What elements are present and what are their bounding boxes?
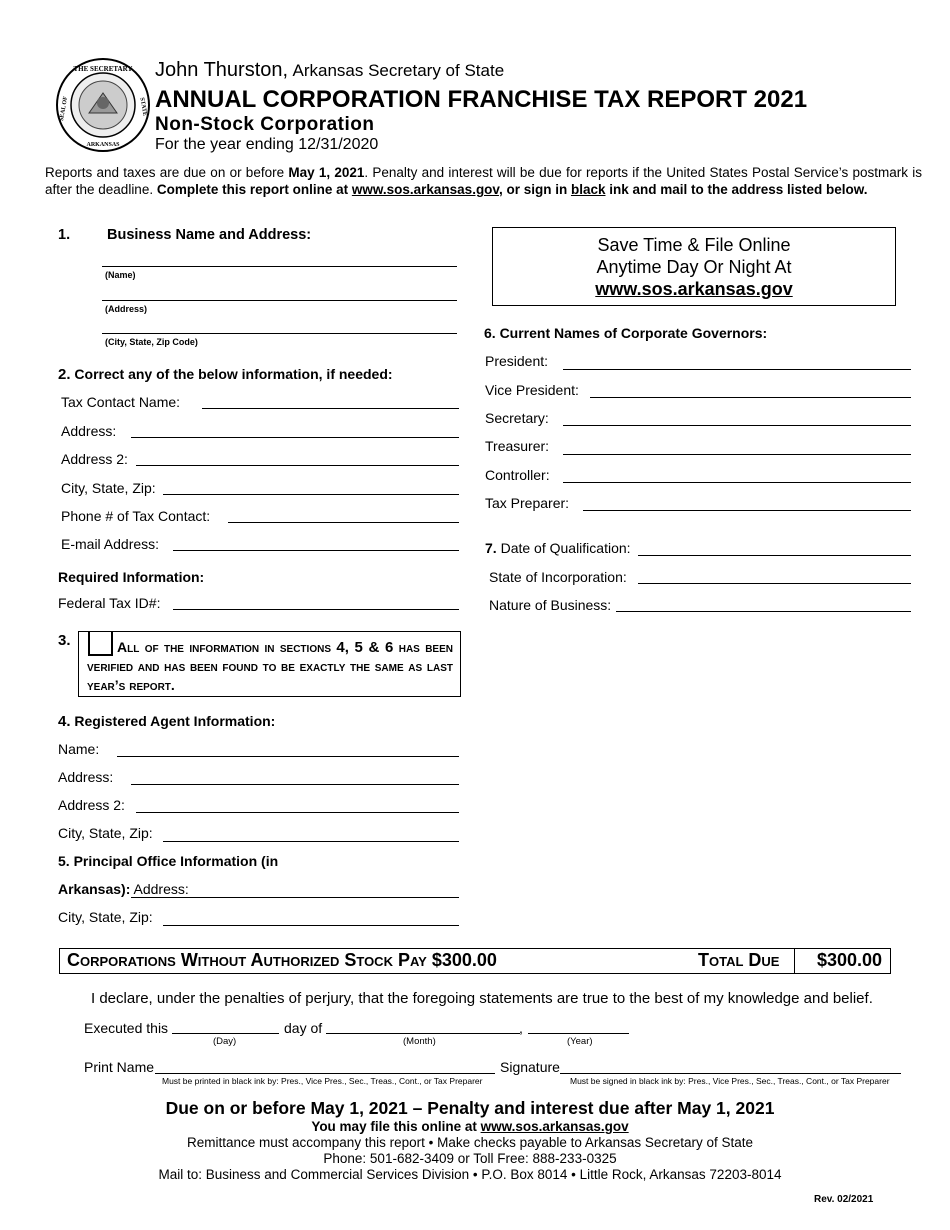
section2-title [58,366,393,383]
section5-title-b: Arkansas): [58,881,131,897]
name-caption: (Name) [105,270,136,280]
secretary-field[interactable] [563,425,911,426]
principal-address-field[interactable] [131,897,459,898]
intro-text-4: , or sign in [498,182,571,197]
city-label: City, State, Zip: [61,480,156,496]
intro-text-2: . Penalty and interest will be due for reports if the United States Postal Service’s postmark is after the deadline. [45,165,923,197]
nature-business-field[interactable] [616,611,911,612]
treasurer-label: Treasurer: [485,438,550,454]
required-info-label: Required Information: [58,569,205,585]
address2-field[interactable] [136,465,459,466]
intro-due-date: May 1, 2021 [288,165,365,180]
nature-business-label: Nature of Business: [489,597,612,613]
section4-number: 4. [58,713,71,730]
totals-label: Corporations Without Authorized Stock Pay $300.00 [67,950,497,970]
signature-field[interactable] [560,1073,901,1074]
tax-preparer-label: Tax Preparer: [485,495,570,511]
president-label: President: [485,353,549,369]
file-online-box [492,227,896,306]
intro-text-5: ink and mail to the address listed below. [605,182,868,197]
section4-title-text: Registered Agent Information: [74,713,276,729]
signature-label: Signature [500,1059,560,1075]
due-notice: Due on or before May 1, 2021 – Penalty and interest due after May 1, 2021 [165,1098,775,1118]
form-title: ANNUAL CORPORATION FRANCHISE TAX REPORT 2021 [155,86,808,113]
footer-link[interactable]: www.sos.arkansas.gov [480,1119,629,1134]
tax-preparer-field[interactable] [583,510,911,511]
email-field[interactable] [173,550,459,551]
comma: , [519,1020,523,1036]
date-qualification-label [485,540,631,556]
total-due-value: $300.00 [817,950,883,970]
intro-text-3: Complete this report online at [156,182,352,197]
promo-link[interactable] [493,279,895,300]
agent-city-field[interactable] [163,841,459,842]
signature-note: Must be signed in black ink by: Pres., Vice Pres., Sec., Treas., Cont., or Tax Preparer [570,1076,890,1086]
verification-text-b: has been verified and has been found to be exactly the same as last year’s report. [87,639,453,693]
month-caption: (Month) [403,1036,436,1047]
section2-title-text: Correct any of the below information, if needed: [74,366,393,382]
month-field[interactable] [326,1033,520,1034]
section6-title: 6. Current Names of Corporate Governors: [484,325,768,341]
city-caption: (City, State, Zip Code) [105,337,198,347]
date-qualification-field[interactable] [638,555,911,556]
treasurer-field[interactable] [563,454,911,455]
section2-number: 2. [58,366,71,383]
secretary-line [155,59,504,82]
promo-link-text[interactable]: www.sos.arkansas.gov [595,279,793,299]
mail-notice: Mail to: Business and Commercial Services Division • P.O. Box 8014 • Little Rock, Arkansas 72203-8014 [158,1167,782,1182]
remittance-notice: Remittance must accompany this report • Make checks payable to Arkansas Secretary of State [187,1135,753,1150]
secretary-title: Arkansas Secretary of State [292,61,505,80]
day-caption: (Day) [213,1036,237,1047]
print-name-label: Print Name [84,1059,155,1075]
section1-number: 1. [58,227,71,243]
tax-contact-label: Tax Contact Name: [61,394,181,410]
agent-city-label: City, State, Zip: [58,825,153,841]
agent-address-label: Address: [58,769,114,785]
address-field[interactable] [131,437,459,438]
state-incorporation-label: State of Incorporation: [489,569,627,585]
promo-line-2: Anytime Day Or Night At [596,257,792,277]
year-field[interactable] [528,1033,629,1034]
address-label: Address: [61,423,117,439]
section4-title [58,713,275,730]
email-label: E-mail Address: [61,536,160,552]
file-online-text: You may file this online at [311,1119,481,1134]
intro-text-1: Reports and taxes are due on or before [45,165,289,180]
business-name-field[interactable] [102,266,457,267]
address-caption: (Address) [105,304,148,314]
controller-label: Controller: [485,467,550,483]
seal-text-bottom: ARKANSAS [86,142,120,148]
seal-text-right: STATE [138,97,148,117]
section5-title: 5. Principal Office Information (in [58,853,279,869]
totals-divider [794,949,795,973]
president-field[interactable] [563,369,911,370]
totals-bar [59,948,891,974]
verification-text [87,638,453,695]
agent-address-field[interactable] [131,784,459,785]
agent-name-label: Name: [58,741,100,757]
total-due-label: Total Due [698,950,780,970]
day-field[interactable] [172,1033,279,1034]
intro-link[interactable]: www.sos.arkansas.gov [351,182,499,197]
year-ending: For the year ending 12/31/2020 [155,136,379,153]
phone-label: Phone # of Tax Contact: [61,508,211,524]
principal-address-label: Address: [133,881,189,897]
intro-paragraph [45,164,922,198]
intro-black: black [570,182,606,197]
section7-number: 7. [485,540,497,556]
executed-label: Executed this [84,1020,169,1036]
verification-sections: 4, 5 & 6 [336,639,394,656]
address2-label: Address 2: [61,451,128,467]
verification-text-a: All of the information in sections [117,639,337,655]
seal-text-top: THE SECRETARY [73,65,133,73]
vice-president-field[interactable] [590,397,911,398]
tax-contact-field[interactable] [202,408,459,409]
date-qualification-text: Date of Qualification: [500,540,631,556]
secretary-label: Secretary: [485,410,549,426]
agent-address2-field[interactable] [136,812,459,813]
print-name-note: Must be printed in black ink by: Pres., Vice Pres., Sec., Treas., Cont., or Tax Preparer [162,1076,483,1086]
controller-field[interactable] [563,482,911,483]
seal-text-left: SEAL OF [58,95,70,122]
fein-field[interactable] [173,609,459,610]
verification-box [78,631,461,697]
fein-label: Federal Tax ID#: [58,595,161,611]
principal-city-field[interactable] [163,925,459,926]
business-city-field[interactable] [102,333,457,334]
state-incorporation-field[interactable] [638,583,911,584]
agent-address2-label: Address 2: [58,797,125,813]
phone-field[interactable] [228,522,459,523]
principal-city-label: City, State, Zip: [58,909,153,925]
file-online-notice [0,1119,940,1134]
phone-notice: Phone: 501-682-3409 or Toll Free: 888-233-0325 [323,1151,617,1166]
city-field[interactable] [163,494,459,495]
section5-address-row [58,881,189,897]
secretary-name: John Thurston, [155,59,289,81]
declaration-text: I declare, under the penalties of perjury, that the foregoing statements are true to the best of my knowledge and belief. [91,990,873,1007]
promo-line-1: Save Time & File Online [597,235,791,255]
state-seal [55,57,151,153]
form-subtitle: Non-Stock Corporation [155,114,375,135]
day-of-label: day of [284,1020,323,1036]
section1-title: Business Name and Address: [107,227,312,243]
revision: Rev. 02/2021 [814,1194,874,1205]
vice-president-label: Vice President: [485,382,579,398]
year-caption: (Year) [567,1036,593,1047]
section3-number: 3. [58,632,71,649]
business-address-field[interactable] [102,300,457,301]
agent-name-field[interactable] [117,756,459,757]
print-name-field[interactable] [155,1073,495,1074]
